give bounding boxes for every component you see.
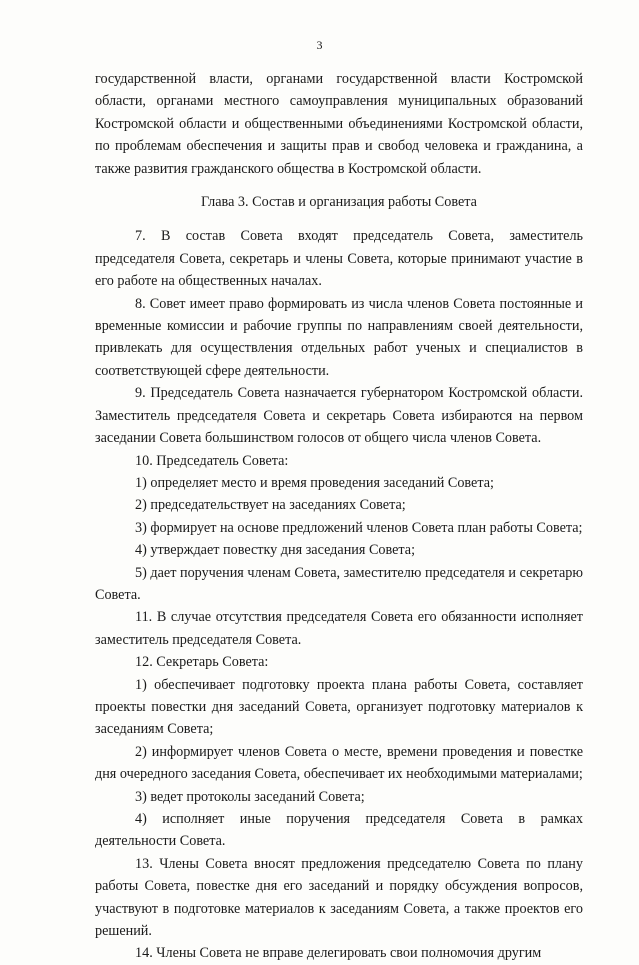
paragraph: 12. Секретарь Совета: bbox=[135, 654, 269, 671]
paragraph: 13. Члены Совета вносят предложения председателю Совета по плану работы Совета, повестке дня его заседаний и порядку обсуждения вопросов, участвуют в подготовке материалов к заседаниям Совета, а также проектов его решений. bbox=[95, 855, 583, 940]
paragraph: 9. Председатель Совета назначается губернатором Костромской области. Заместитель председателя Совета и секретарь Совета избираются на первом заседании Совета большинством голосов от общего числа членов Совета. bbox=[95, 385, 583, 447]
paragraph: 3) ведет протоколы заседаний Совета; bbox=[135, 788, 365, 805]
document-body bbox=[95, 68, 583, 965]
paragraph: 4) исполняет иные поручения председателя Совета в рамках деятельности Совета. bbox=[95, 811, 583, 850]
page-number: 3 bbox=[316, 38, 323, 52]
paragraph: 1) обеспечивает подготовку проекта плана работы Совета, составляет проекты повестки дня заседаний Совета, организует подготовку материалов к заседаниям Совета; bbox=[95, 676, 583, 738]
paragraph: 2) председательствует на заседаниях Совета; bbox=[135, 497, 406, 514]
paragraph: 3) формирует на основе предложений членов Совета план работы Совета; bbox=[135, 519, 583, 536]
paragraph: 8. Совет имеет право формировать из числа членов Совета постоянные и временные комиссии и рабочие группы по направлениям своей деятельности, привлекать для осуществления отдельных работ ученых и специалистов в соответствующей сфере деятельности. bbox=[95, 295, 583, 379]
paragraph: 10. Председатель Совета: bbox=[135, 452, 289, 469]
paragraph: 7. В состав Совета входят председатель Совета, заместитель председателя Совета, секретарь и члены Совета, которые принимают участие в его работе на общественных началах. bbox=[95, 228, 583, 290]
paragraph: государственной власти, органами государственной власти Костромской области, органами местного самоуправления муниципальных образований Костромской области и общественными объединениями Костромской области, по проблемам обеспечения и защиты прав и свобод человека и гражданина, а также развития гражданского общества в Костромской области. bbox=[95, 71, 583, 177]
paragraph: 4) утверждает повестку дня заседания Совета; bbox=[135, 542, 416, 559]
paragraph: 1) определяет место и время проведения заседаний Совета; bbox=[135, 474, 494, 491]
paragraph: 14. Члены Совета не вправе делегировать свои полномочия другим bbox=[135, 945, 542, 962]
chapter-heading: Глава 3. Состав и организация работы Совета bbox=[201, 194, 477, 211]
paragraph: 5) дает поручения членам Совета, заместителю председателя и секретарю Совета. bbox=[95, 564, 583, 603]
paragraph: 2) информирует членов Совета о месте, времени проведения и повестке дня очередного заседания Совета, обеспечивает их необходимыми материалами; bbox=[95, 743, 583, 783]
paragraph: 11. В случае отсутствия председателя Совета его обязанности исполняет заместитель председателя Совета. bbox=[95, 609, 583, 648]
